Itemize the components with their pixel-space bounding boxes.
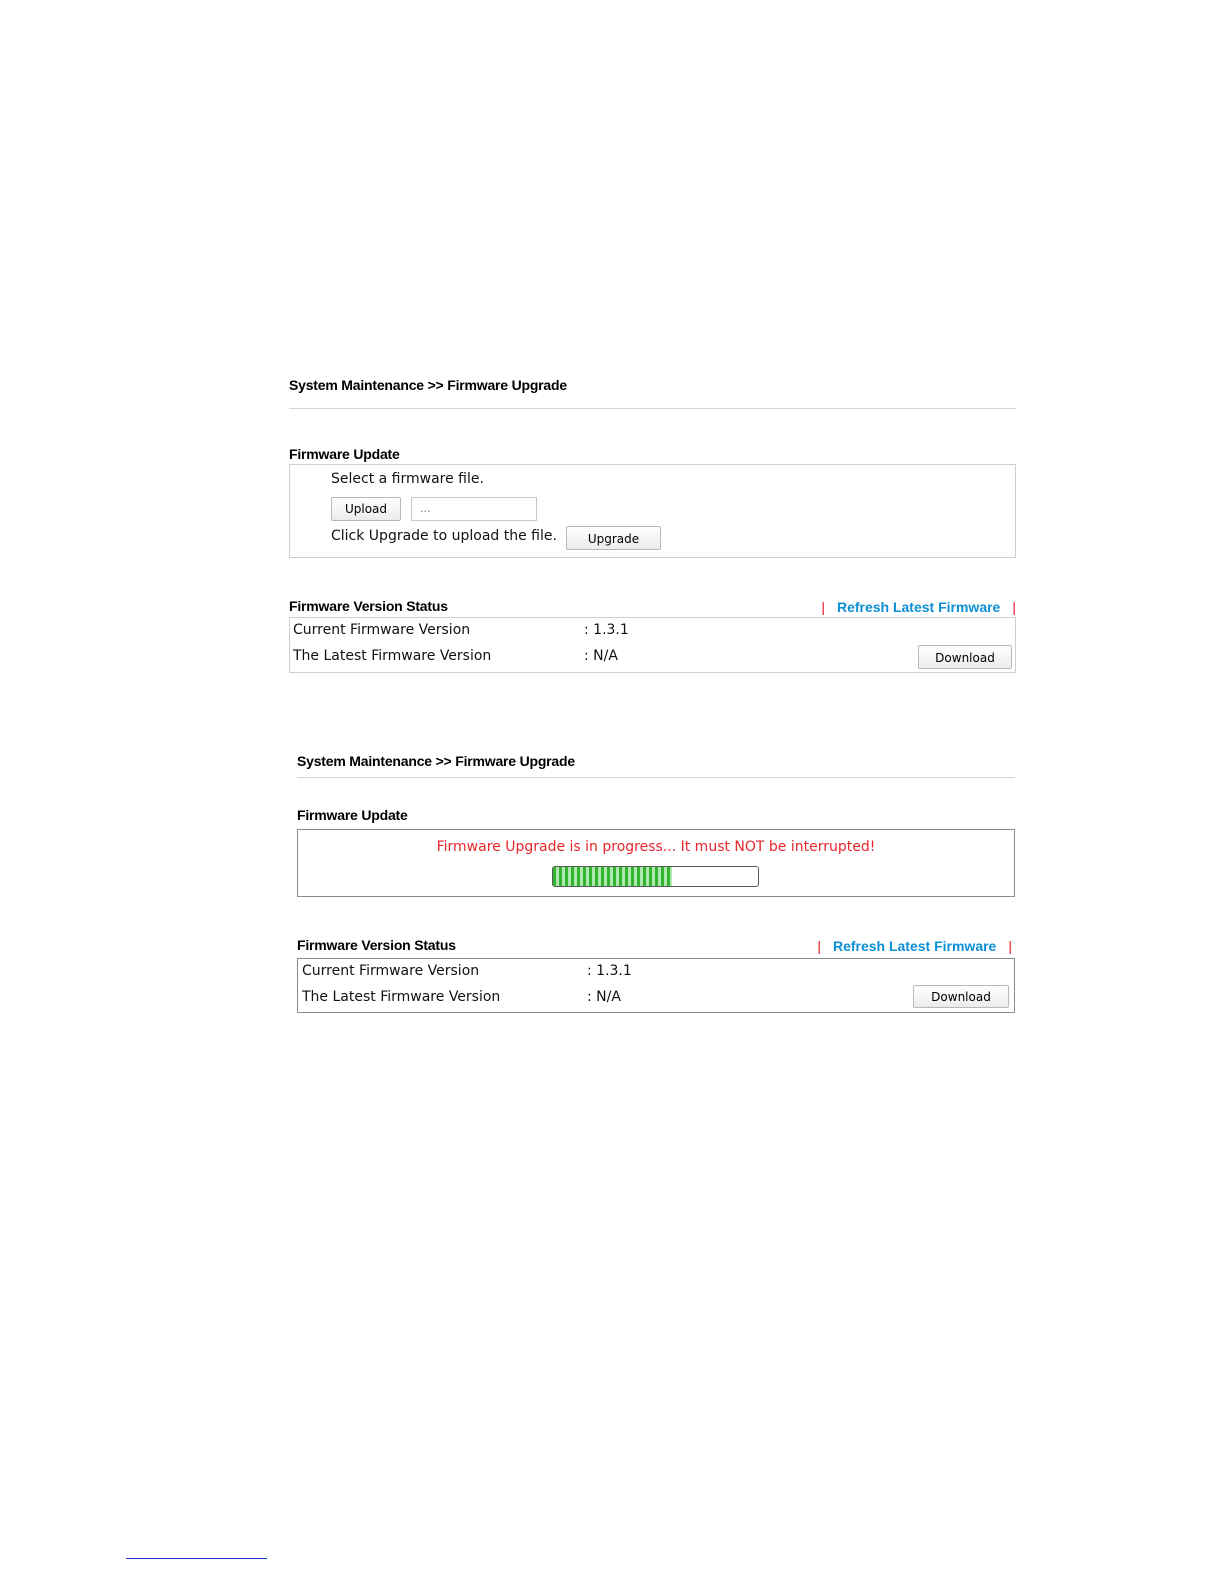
firmware-update-title: Firmware Update (289, 446, 400, 462)
current-version-label: Current Firmware Version (293, 622, 471, 638)
progress-fill (553, 867, 672, 886)
download-button[interactable]: Download (913, 985, 1009, 1008)
breadcrumb: System Maintenance >> Firmware Upgrade (289, 377, 567, 393)
separator: | (821, 599, 825, 615)
current-version-label: Current Firmware Version (302, 963, 480, 979)
firmware-status-box (297, 958, 1015, 1013)
divider (289, 408, 1016, 409)
firmware-status-header (297, 935, 1015, 955)
separator: | (1008, 938, 1012, 954)
firmware-status-title: Firmware Version Status (297, 937, 456, 953)
download-button[interactable]: Download (918, 645, 1012, 669)
firmware-status-header (289, 596, 1016, 616)
divider (297, 777, 1015, 778)
refresh-latest-firmware-link[interactable]: Refresh Latest Firmware (836, 599, 1001, 615)
upgrade-progress-bar (552, 866, 759, 887)
latest-version-value: : N/A (587, 989, 621, 1005)
file-path-field[interactable]: ... (411, 497, 537, 521)
refresh-link-group (821, 596, 1016, 618)
current-version-value: : 1.3.1 (584, 622, 629, 638)
select-file-label: Select a firmware file. (331, 471, 484, 487)
footer-link-underline (126, 1558, 267, 1559)
upgrade-warning-text: Firmware Upgrade is in progress... It must NOT be interrupted! (436, 839, 876, 855)
click-upgrade-label: Click Upgrade to upload the file. (331, 528, 557, 544)
upgrade-button[interactable]: Upgrade (566, 526, 661, 550)
latest-version-label: The Latest Firmware Version (293, 648, 492, 664)
latest-version-value: : N/A (584, 648, 618, 664)
upload-button[interactable]: Upload (331, 497, 401, 521)
separator: | (817, 938, 821, 954)
firmware-update-box (297, 829, 1015, 897)
firmware-upgrade-panel (289, 375, 1016, 673)
firmware-update-box (289, 464, 1016, 558)
firmware-update-title: Firmware Update (297, 807, 408, 823)
firmware-status-title: Firmware Version Status (289, 598, 448, 614)
firmware-status-box (289, 617, 1016, 673)
separator: | (1012, 599, 1016, 615)
firmware-upgrade-progress-panel (297, 751, 1015, 1013)
refresh-latest-firmware-link[interactable]: Refresh Latest Firmware (832, 938, 997, 954)
current-version-value: : 1.3.1 (587, 963, 632, 979)
latest-version-label: The Latest Firmware Version (302, 989, 501, 1005)
breadcrumb: System Maintenance >> Firmware Upgrade (297, 753, 575, 769)
refresh-link-group (817, 935, 1012, 957)
